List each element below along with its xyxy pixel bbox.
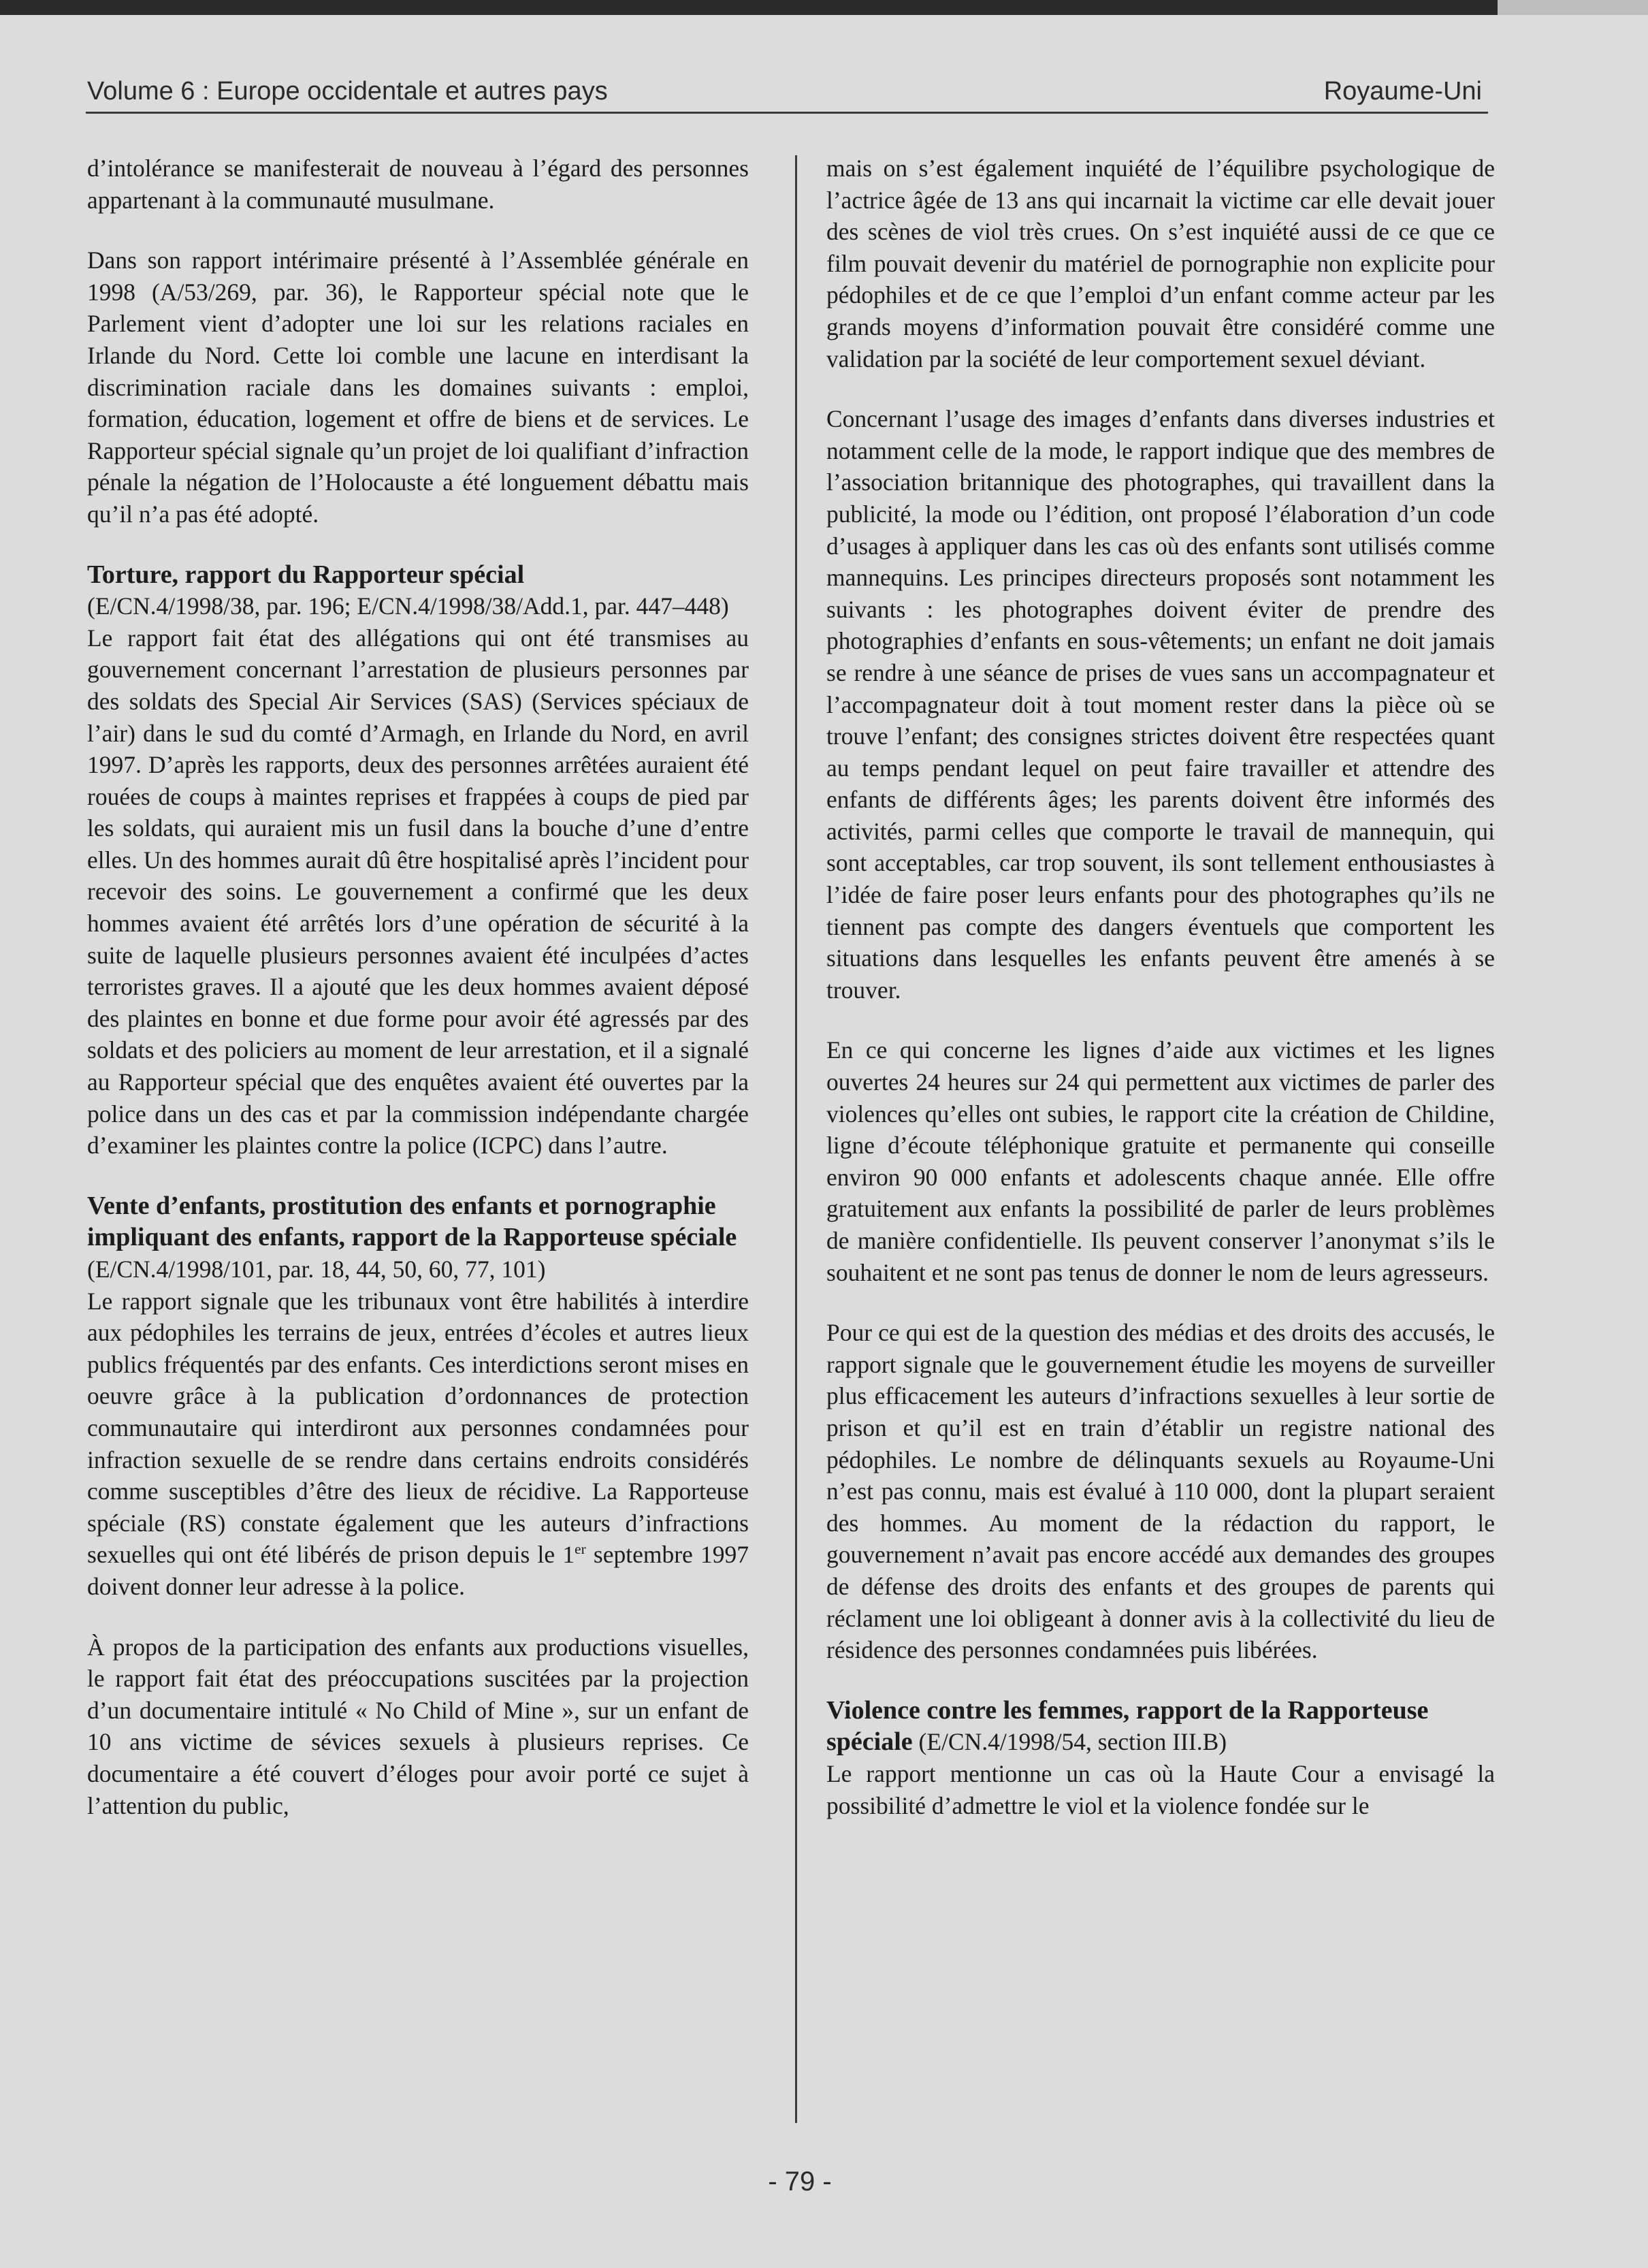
section-reference: (E/CN.4/1998/38, par. 196; E/CN.4/1998/38/Add.1, par. 447–448) [87,592,729,620]
superscript: er [575,1541,586,1558]
paragraph [87,1285,749,1603]
paragraph: À propos de la participation des enfants aux productions visuelles, le rapport fait état des préoccupations suscitées par la projection d’un documentaire intitulé « No Child of Mine », sur un enfant de 10 ans victime de sévices sexuels à plusieurs reprises. Ce documentaire a été couvert d’éloges pour avoir porté ce sujet à l’attention du public, [87,1633,749,1819]
scan-top-edge-light [1498,0,1648,15]
left-column [87,153,749,1850]
scan-top-edge [0,0,1648,15]
text-run: septembre 1997 doivent donner leur adresse à la police. [87,1541,749,1600]
running-header-left: Volume 6 : Europe occidentale et autres pays [87,77,608,106]
running-header-right: Royaume-Uni [1323,77,1482,106]
section-vente-enfants [87,1190,749,1603]
section-heading: Torture, rapport du Rapporteur spécial [87,560,525,589]
section-reference: (E/CN.4/1998/54, section III.B) [918,1728,1227,1756]
paragraph: Le rapport fait état des allégations qui ont été transmises au gouvernement concernant l’arrestation de plusieurs personnes par des soldats des Special Air Services (SAS) (Services spéciaux de l’air) dans le sud du comté d’Armagh, en Irlande du Nord, en avril 1997. D’après les rapports, deux des personnes arrêtées auraient été rouées de coups à maintes reprises et frappées à coups de pied par les soldats, qui auraient mis un fusil dans la bouche d’une d’entre elles. Un des hommes aurait dû être hospitalisé après l’incident pour recevoir des soins. Le gouvernement a confirmé que les deux hommes avaient été arrêtés lors d’une opération de sécurité à la suite de laquelle plusieurs personnes avaient été inculpées d’actes terroristes graves. Il a ajouté que les deux hommes avaient déposé des plaintes en bonne et due forme pour avoir été agressés par des soldats et des policiers au moment de leur arrestation, et il a signalé au Rapporteur spécial que des enquêtes avaient été ouvertes par la police dans un des cas et par la commission indépendante chargée d’examiner les plaintes contre la police (ICPC) dans l’autre. [87,624,749,1160]
page-number: - 79 - [768,2167,832,2197]
paragraph: Concernant l’usage des images d’enfants dans diverses industries et notamment celle de la mode, le rapport indique que des membres de l’association britannique des photographes, qui travaillent dans la publicité, la mode ou l’édition, ont proposé l’élaboration d’un code d’usages à appliquer dans les cas où des enfants sont utilisés comme mannequins. Les principes directeurs proposés sont notamment les suivants : les photographes doivent éviter de prendre des photographies d’enfants en sous-vêtements; un enfant ne doit jamais se rendre à une séance de prises de vues sans un accompagnateur et l’accompagnateur doit à tout moment rester dans la pièce où se trouve l’enfant; des consignes strictes doivent être respectées quant au temps pendant lequel on peut faire travailler et attendre des enfants de différents âges; les parents doivent être informés des activités, parmi celles que comporte le travail de mannequin, qui sont acceptables, car trop souvent, ils sont tellement enthousiastes à l’idée de faire poser leurs enfants pour des photographes qu’ils ne tiennent pas compte des dangers éventuels que comportent les situations dans lesquelles les enfants peuvent être amenés à se trouver. [826,405,1495,1004]
right-column [826,153,1495,1850]
paragraph: En ce qui concerne les lignes d’aide aux victimes et les lignes ouvertes 24 heures sur 24 qui permettent aux victimes de parler des violences qu’elles ont subies, le rapport cite la création de Childine, ligne d’écoute téléphonique gratuite et permanente qui conseille environ 90 000 enfants et adolescents chaque année. Elle offre gratuitement aux enfants la possibilité de parler de leurs problèmes de manière confidentielle. Ils peuvent conserver l’anonymat s’ils le souhaitent et ne sont pas tenus de donner le nom de leurs agresseurs. [826,1036,1495,1286]
paragraph: d’intolérance se manifesterait de nouveau à l’égard des personnes appartenant à la communauté musulmane. [87,155,749,214]
section-heading: Violence contre les femmes, rapport de la Rapporteuse spéciale [826,1695,1429,1757]
section-reference: (E/CN.4/1998/101, par. 18, 44, 50, 60, 77, 101) [87,1256,546,1283]
header-rule [86,112,1488,114]
column-divider [795,155,797,2123]
section-torture [87,559,749,1162]
section-violence-femmes [826,1695,1495,1821]
section-heading: Vente d’enfants, prostitution des enfants et pornographie impliquant des enfants, rapport de la Rapporteuse spéciale [87,1191,737,1252]
paragraph: Dans son rapport intérimaire présenté à l’Assemblée générale en 1998 (A/53/269, par. 36), le Rapporteur spécial note que le Parlement vient d’adopter une loi sur les relations raciales en Irlande du Nord. Cette loi comble une lacune en interdisant la discrimination raciale dans les domaines suivants : emploi, formation, éducation, logement et offre de biens et de services. Le Rapporteur spécial signale qu’un projet de loi qualifiant d’infraction pénale la négation de l’Holocauste a été longuement débattu mais qu’il n’a pas été adopté. [87,246,749,528]
paragraph: Le rapport mentionne un cas où la Haute Cour a envisagé la possibilité d’admettre le viol et la violence fondée sur le [826,1759,1495,1819]
text-run: Le rapport signale que les tribunaux vont être habilités à interdire aux pédophiles les terrains de jeux, entrées d’écoles et autres lieux publics fréquentés par des enfants. Ces interdictions seront mises en oeuvre grâce à la publication d’ordonnances de protection communautaire qui interdiront aux personnes condamnées pour infraction sexuelle de se rendre dans certains endroits considérés comme susceptibles d’être des lieux de récidive. La Rapporteuse spéciale (RS) constate également que les auteurs d’infractions sexuelles qui ont été libérés de prison depuis le 1 [87,1287,749,1569]
paragraph: Pour ce qui est de la question des médias et des droits des accusés, le rapport signale que le gouvernement étudie les moyens de surveiller plus efficacement les auteurs d’infractions sexuelles à leur sortie de prison et qu’il est en train d’établir un registre national des pédophiles. Le nombre de délinquants sexuels au Royaume-Uni n’est pas connu, mais est évalué à 110 000, dont la plupart seraient des hommes. Au moment de la rédaction du rapport, le gouvernement n’avait pas encore accédé aux demandes des groupes de défense des droits des enfants et des groupes de parents qui réclament une loi obligeant à donner avis à la collectivité du lieu de résidence des personnes condamnées puis libérées. [826,1319,1495,1664]
paragraph: mais on s’est également inquiété de l’équilibre psychologique de l’actrice âgée de 13 ans qui incarnait la victime car elle devait jouer des scènes de viol très crues. On s’est inquiété aussi de ce que ce film pouvait devenir du matériel de pornographie non explicite pour pédophiles et de ce que l’emploi d’un enfant comme acteur par les grands moyens d’information pouvait être considéré comme une validation par la société de leur comportement sexuel déviant. [826,155,1495,372]
